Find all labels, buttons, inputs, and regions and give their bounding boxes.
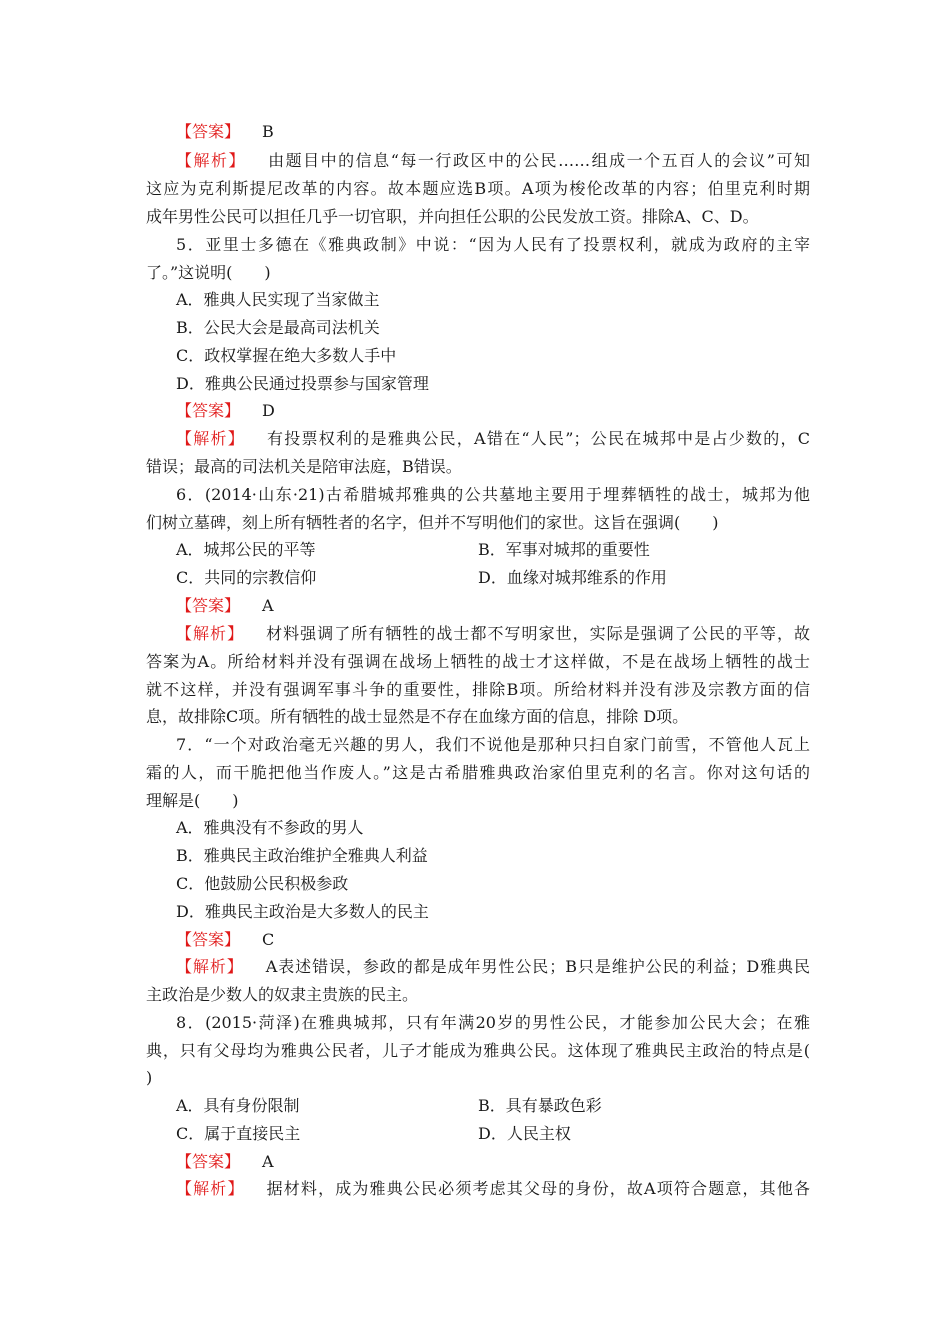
analysis-line: 这应为克利斯提尼改革的内容。故本题应选B项。A项为梭伦改革的内容；伯里克利时期 [146, 179, 810, 198]
answer-tag: 【答案】 [176, 1152, 241, 1171]
analysis-line: 成年男性公民可以担任几乎一切官职，并向担任公职的公民发放工资。排除A、C、D。 [146, 207, 759, 226]
option-d: D．人民主权 [478, 1124, 571, 1143]
question-stem: 7．“一个对政治毫无兴趣的男人，我们不说他是那种只扫自家门前雪，不管他人瓦上 [176, 735, 810, 754]
option-d: D．血缘对城邦维系的作用 [478, 568, 667, 587]
answer-tag: 【答案】 [176, 122, 241, 141]
analysis-tag: 【解析】 [176, 1179, 245, 1198]
question-stem: 6．(2014·山东·21)古希腊城邦雅典的公共墓地主要用于埋葬牺牲的战士，城邦为他 [176, 485, 810, 504]
question-stem: 5．亚里士多德在《雅典政制》中说：“因为人民有了投票权利，就成为政府的主宰 [176, 235, 810, 254]
answer-value: A [262, 596, 274, 615]
option-b: B．军事对城邦的重要性 [478, 540, 650, 559]
analysis-tag: 【解析】 [176, 151, 247, 170]
answer-line [176, 929, 840, 951]
answer-tag: 【答案】 [176, 401, 241, 420]
answer-value: B [262, 122, 274, 141]
analysis-tag: 【解析】 [176, 957, 244, 976]
analysis-line: 答案为A。所给材料并没有强调在战场上牺牲的战士才这样做，不是在战场上牺牲的战士 [146, 652, 810, 671]
analysis-tag: 【解析】 [176, 624, 245, 643]
option-c: C．政权掌握在绝大多数人手中 [176, 346, 397, 365]
option-row [176, 567, 840, 589]
option-a: A．具有身份限制 [176, 1096, 300, 1115]
option-a: A．城邦公民的平等 [176, 540, 316, 559]
analysis-line: 息，故排除C项。所有牺牲的战士显然是不存在血缘方面的信息，排除 D项。 [146, 707, 689, 726]
analysis-line: 错误；最高的司法机关是陪审法庭，B错误。 [146, 457, 462, 476]
analysis-line: 主政治是少数人的奴隶主贵族的民主。 [146, 985, 419, 1004]
analysis-line: 【解析】 据材料，成为雅典公民必须考虑其父母的身份，故A项符合题意，其他各 [176, 1179, 810, 1198]
option-a: A．雅典人民实现了当家做主 [176, 290, 380, 309]
option-b: B．公民大会是最高司法机关 [176, 318, 380, 337]
option-b: B．具有暴政色彩 [478, 1096, 602, 1115]
option-b: B．雅典民主政治维护全雅典人利益 [176, 846, 428, 865]
answer-tag: 【答案】 [176, 596, 241, 615]
option-a: A．雅典没有不参政的男人 [176, 818, 364, 837]
answer-value: D [262, 401, 275, 420]
analysis-line: 就不这样，并没有强调军事斗争的重要性，排除B项。所给材料并没有涉及宗教方面的信 [146, 680, 810, 699]
analysis-line: 【解析】 A表述错误，参政的都是成年男性公民；B只是维护公民的利益；D雅典民 [176, 957, 810, 976]
analysis-line: 【解析】 有投票权利的是雅典公民，A错在“人民”；公民在城邦中是占少数的，C [176, 429, 810, 448]
option-row [176, 539, 840, 561]
option-c: C．属于直接民主 [176, 1124, 301, 1143]
answer-line [176, 121, 840, 143]
question-stem: 典，只有父母均为雅典公民者，儿子才能成为雅典公民。这体现了雅典民主政治的特点是( [146, 1041, 810, 1060]
analysis-line: 【解析】 由题目中的信息“每一行政区中的公民……组成一个五百人的会议”可知 [176, 151, 810, 170]
option-c: C．他鼓励公民积极参政 [176, 874, 349, 893]
question-stem: 8．(2015·菏泽)在雅典城邦，只有年满20岁的男性公民，才能参加公民大会；在雅 [176, 1013, 810, 1032]
question-stem: 理解是( ) [146, 791, 239, 810]
question-stem: 霜的人，而干脆把他当作废人。”这是古希腊雅典政治家伯里克利的名言。你对这句话的 [146, 763, 810, 782]
analysis-line: 【解析】 材料强调了所有牺牲的战士都不写明家世，实际是强调了公民的平等，故 [176, 624, 810, 643]
question-stem: ) [146, 1068, 153, 1087]
option-row [176, 1095, 840, 1117]
analysis-tag: 【解析】 [176, 429, 246, 448]
option-d: D．雅典民主政治是大多数人的民主 [176, 902, 429, 921]
question-stem: 们树立墓碑，刻上所有牺牲者的名字，但并不写明他们的家世。这旨在强调( ) [146, 513, 719, 532]
option-row [176, 1123, 840, 1145]
answer-line [176, 595, 840, 617]
question-stem: 了。”这说明( ) [146, 263, 271, 282]
answer-line [176, 1151, 840, 1173]
answer-value: C [262, 930, 275, 949]
option-c: C．共同的宗教信仰 [176, 568, 317, 587]
answer-value: A [262, 1152, 274, 1171]
option-d: D．雅典公民通过投票参与国家管理 [176, 374, 429, 393]
answer-line [176, 400, 840, 422]
answer-tag: 【答案】 [176, 930, 241, 949]
